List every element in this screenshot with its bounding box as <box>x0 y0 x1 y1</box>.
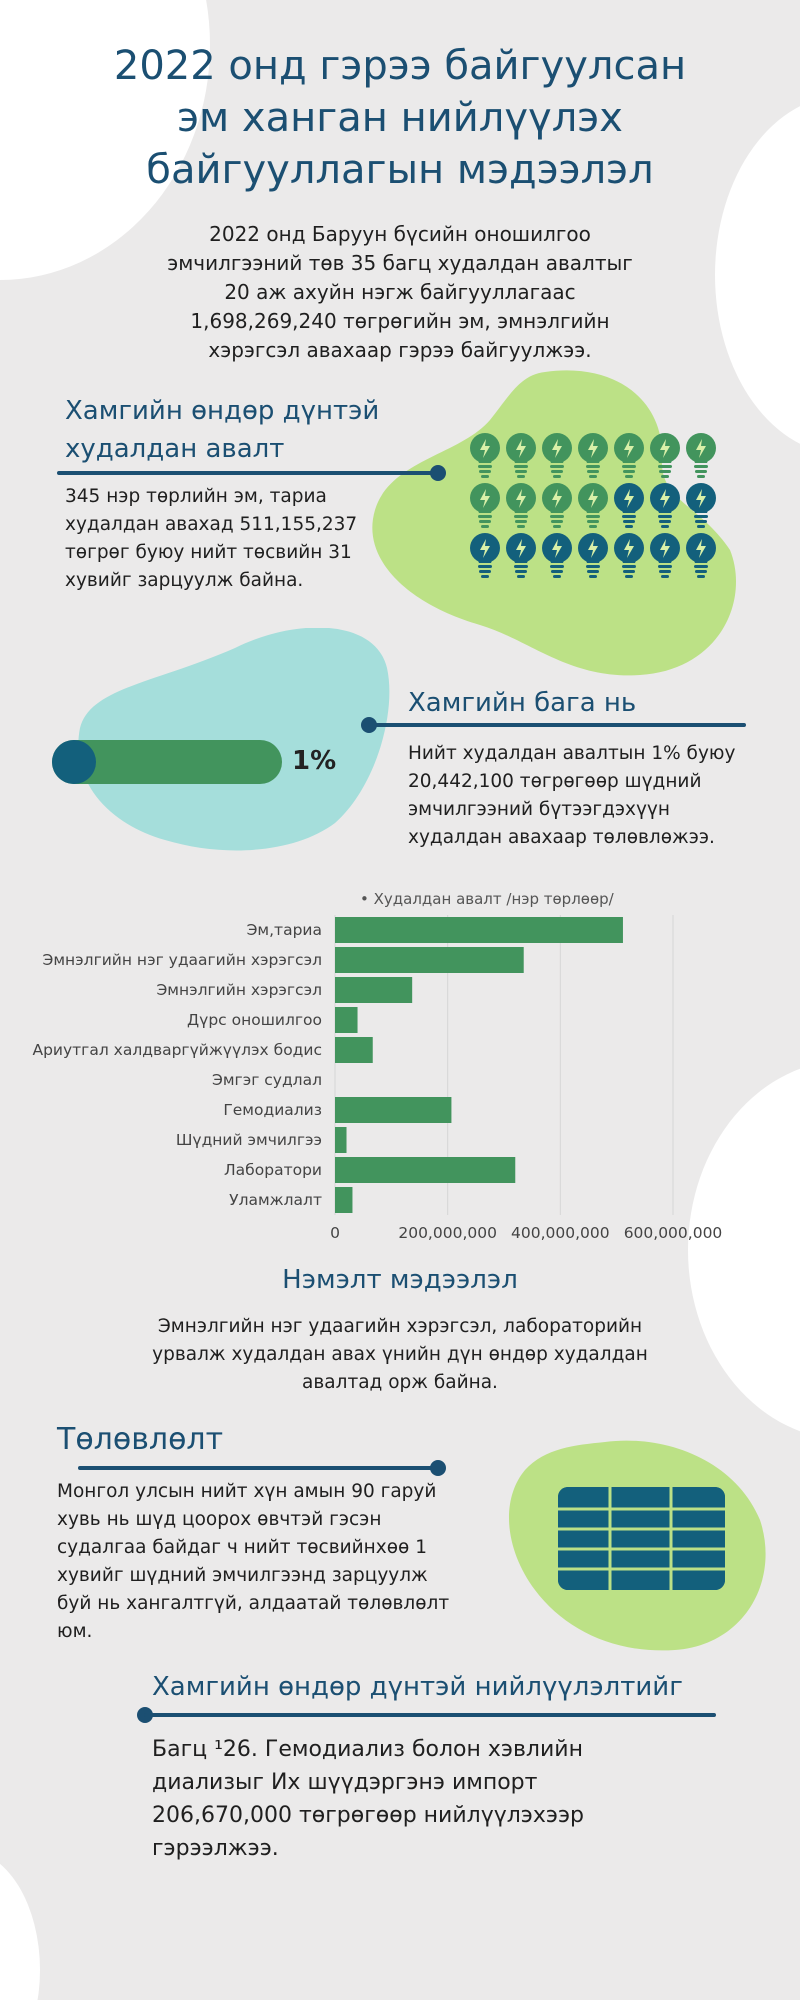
additional-text <box>120 1313 680 1397</box>
highest-text-line-4: хувийг зарцуулж байна. <box>65 570 304 591</box>
additional-text-line-1: Эмнэлгийн нэг удаагийн хэрэгсэл, лабораторийн <box>157 1316 643 1337</box>
planning-text-line-4: хувийг шүдний эмчилгээнд зарцуулж <box>57 1565 428 1586</box>
additional-text-line-2: урвалж худалдан авах үнийн дүн өндөр худалдан <box>152 1344 648 1365</box>
supplier-heading: Хамгийн өндөр дүнтэй нийлүүлэлтийг <box>152 1672 683 1702</box>
chart-bar <box>335 977 412 1003</box>
highest-heading-line-1: Хамгийн өндөр дүнтэй <box>65 396 380 426</box>
title-line-3: байгууллагын мэдээлэл <box>146 147 654 193</box>
highest-heading-line-2: худалдан авалт <box>65 434 285 464</box>
planning-text-line-6: юм. <box>57 1621 93 1642</box>
additional-heading: Нэмэлт мэдээлэл <box>282 1265 518 1295</box>
title-line-2: эм ханган нийлүүлэх <box>177 95 623 141</box>
chart-title-text: Худалдан авалт /нэр төрлөөр/ <box>373 890 614 908</box>
highest-text-line-1: 345 нэр төрлийн эм, тариа <box>65 486 327 507</box>
chart-category-label: Лаборатори <box>224 1161 322 1179</box>
chart-category-label: Ариутгал халдваргүйжүүлэх бодис <box>32 1041 322 1059</box>
supplier-rule <box>144 1713 716 1717</box>
background-shape-bottom-left <box>0 1850 40 2000</box>
planning-text-line-1: Монгол улсын нийт хүн амын 90 гаруй <box>57 1481 437 1502</box>
planning-heading: Төлөвлөлт <box>57 1422 224 1457</box>
intro-line-4: 1,698,269,240 төгрөгийн эм, эмнэлгийн <box>190 309 610 333</box>
planning-text <box>57 1478 477 1646</box>
lowest-text-line-1: Нийт худалдан авалтын 1% буюу <box>408 743 736 764</box>
lowest-heading: Хамгийн бага нь <box>408 688 637 718</box>
highest-text-line-3: төгрөг буюу нийт төсвийн 31 <box>65 542 352 563</box>
lowest-text-line-4: худалдан авахаар төлөвлөжээ. <box>408 827 715 848</box>
chart-tick-label: 600,000,000 <box>623 1224 723 1242</box>
chart-category-label: Эмгэг судлал <box>212 1071 322 1089</box>
intro-line-3: 20 аж ахуйн нэгж байгууллагаас <box>224 280 576 304</box>
chart-bar <box>335 1187 352 1213</box>
planning-rule <box>78 1466 438 1470</box>
highest-text-line-2: худалдан авахад 511,155,237 <box>65 514 358 535</box>
title-line-1: 2022 онд гэрээ байгуулсан <box>113 43 687 89</box>
chart-category-label: Гемодиализ <box>223 1101 322 1119</box>
chart-bar <box>335 1007 358 1033</box>
table-icon-grid <box>558 1487 725 1590</box>
chart-bar <box>335 1127 347 1153</box>
chart-bar <box>335 1037 373 1063</box>
intro-line-1: 2022 онд Баруун бүсийн оношилгоо <box>209 222 591 246</box>
chart-category-label: Эмнэлгийн хэрэгсэл <box>156 981 322 999</box>
chart-category-label: Шүдний эмчилгээ <box>175 1131 322 1149</box>
chart-tick-label: 0 <box>330 1224 340 1242</box>
supplier-text <box>152 1733 672 1865</box>
supplier-text-line-1: Багц ¹26. Гемодиализ болон хэвлийн <box>152 1737 583 1762</box>
table-icon <box>558 1487 725 1590</box>
intro-line-2: эмчилгээний төв 35 багц худалдан авалтыг <box>167 251 633 275</box>
supplier-text-line-4: гэрээлжээ. <box>152 1836 279 1861</box>
lowest-text-line-2: 20,442,100 төгрөгөөр шүдний <box>408 771 702 792</box>
progress-percent-label: 1% <box>292 746 337 776</box>
chart-category-label: Уламжлалт <box>229 1191 322 1209</box>
chart-tick-label: 400,000,000 <box>511 1224 610 1242</box>
chart-bar <box>335 1157 515 1183</box>
chart-category-label: Эмнэлгийн нэг удаагийн хэрэгсэл <box>42 951 322 969</box>
chart-title-bullet: • <box>360 890 374 908</box>
chart-category-label: Дүрс оношилгоо <box>187 1011 322 1029</box>
intro-line-5: хэрэгсэл авахаар гэрээ байгуулжээ. <box>208 338 592 362</box>
chart-bar <box>335 947 524 973</box>
supplier-text-line-3: 206,670,000 төгрөгөөр нийлүүлэхээр <box>152 1803 584 1828</box>
planning-text-line-5: буй нь хангалтгүй, алдаатай төлөвлөлт <box>57 1593 450 1614</box>
supplier-text-line-2: диализыг Их шүүдэргэнэ импорт <box>152 1770 538 1795</box>
chart-bar <box>335 917 623 943</box>
lowest-text-line-3: эмчилгээний бүтээгдэхүүн <box>408 799 670 820</box>
additional-text-line-3: авалтад орж байна. <box>302 1372 498 1393</box>
planning-rule-dot <box>430 1460 446 1476</box>
chart-category-label: Эм,тариа <box>246 921 322 939</box>
chart-tick-label: 200,000,000 <box>398 1224 497 1242</box>
planning-text-line-2: хувь нь шүд цоорох өвчтэй гэсэн <box>57 1509 382 1530</box>
planning-text-line-3: судалгаа байдаг ч нийт төсвийнхөө 1 <box>57 1537 427 1558</box>
chart-bar <box>335 1097 451 1123</box>
